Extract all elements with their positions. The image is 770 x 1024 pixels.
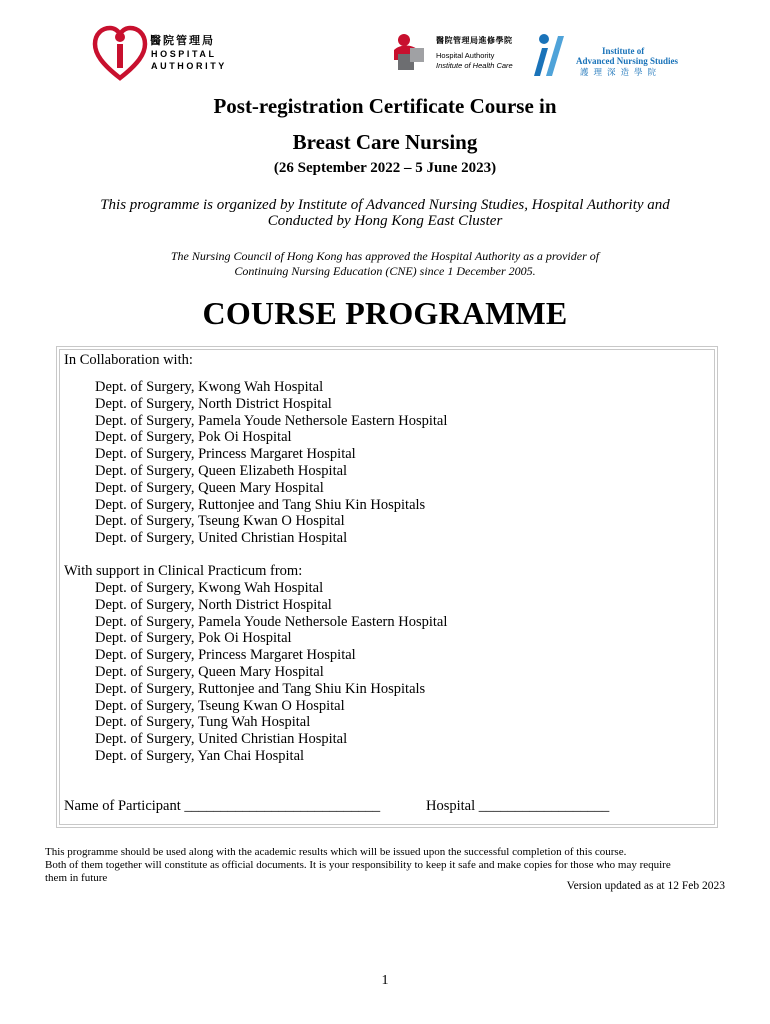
course-dates: (26 September 2022 – 5 June 2023) xyxy=(273,160,497,176)
practicum-item: Dept. of Surgery, Tseung Kwan O Hospital xyxy=(95,698,345,714)
ha-logo-chinese: 醫院管理局 xyxy=(150,34,215,47)
collaboration-item: Dept. of Surgery, Kwong Wah Hospital xyxy=(95,379,324,395)
ihc-logo-english-2: Institute of Health Care xyxy=(436,61,513,70)
ians-logo xyxy=(532,32,682,80)
version-note: Version updated as at 12 Feb 2023 xyxy=(566,880,725,892)
collaboration-label: In Collaboration with: xyxy=(64,352,193,368)
ihc-logo-chinese: 醫院管理局進修學院 xyxy=(436,36,513,45)
collaboration-item: Dept. of Surgery, Pok Oi Hospital xyxy=(95,429,292,445)
ians-logo-english-2: Advanced Nursing Studies xyxy=(576,56,679,66)
page-number: 1 xyxy=(381,973,389,988)
hospital-field[interactable]: Hospital __________________ xyxy=(426,798,610,814)
practicum-item: Dept. of Surgery, Ruttonjee and Tang Shiu Kin Hospitals xyxy=(95,681,426,697)
council-note-line-1: The Nursing Council of Hong Kong has approved the Hospital Authority as a provider of xyxy=(170,249,600,263)
collaboration-item: Dept. of Surgery, Ruttonjee and Tang Shiu Kin Hospitals xyxy=(95,497,426,513)
ha-logo-english-1: HOSPITAL xyxy=(151,49,217,59)
practicum-item: Dept. of Surgery, Queen Mary Hospital xyxy=(95,664,324,680)
practicum-item: Dept. of Surgery, Kwong Wah Hospital xyxy=(95,580,324,596)
practicum-item: Dept. of Surgery, Yan Chai Hospital xyxy=(95,748,305,764)
collaboration-item: Dept. of Surgery, Pamela Youde Nethersole Eastern Hospital xyxy=(95,413,448,429)
participant-name-field[interactable]: Name of Participant ___________________________ xyxy=(64,798,381,814)
practicum-item: Dept. of Surgery, Tung Wah Hospital xyxy=(95,714,311,730)
organizer-line-1: This programme is organized by Institute of Advanced Nursing Studies, Hospital Authority and xyxy=(100,197,670,213)
ihc-emblem-icon xyxy=(390,30,434,74)
collaboration-item: Dept. of Surgery, North District Hospital xyxy=(95,396,332,412)
ians-logo-chinese: 護理深造學院 xyxy=(580,68,662,78)
practicum-label: With support in Clinical Practicum from: xyxy=(64,563,303,579)
practicum-item: Dept. of Surgery, Pamela Youde Nethersole Eastern Hospital xyxy=(95,614,448,630)
course-title-line-1: Post-registration Certificate Course in xyxy=(213,94,557,118)
collaboration-item: Dept. of Surgery, United Christian Hospital xyxy=(95,530,348,546)
course-title-line-2: Breast Care Nursing xyxy=(292,130,478,154)
practicum-item: Dept. of Surgery, Princess Margaret Hospital xyxy=(95,647,356,663)
practicum-item: Dept. of Surgery, North District Hospital xyxy=(95,597,332,613)
footer-note-line-3: them in future xyxy=(45,872,108,884)
footer-note-line-2: Both of them together will constitute as official documents. It is your responsibility to keep it safe and make copies for those who may require xyxy=(45,859,671,871)
page-heading: COURSE PROGRAMME xyxy=(202,295,568,331)
footer-note-line-1: This programme should be used along with the academic results which will be issued upon the successful completion of this course. xyxy=(45,846,627,858)
programme-box xyxy=(56,346,718,828)
practicum-item: Dept. of Surgery, Pok Oi Hospital xyxy=(95,630,292,646)
council-note-line-2: Continuing Nursing Education (CNE) since 1 December 2005. xyxy=(234,264,536,278)
organizer-line-2: Conducted by Hong Kong East Cluster xyxy=(267,213,503,229)
ians-logo-english-1: Institute of xyxy=(602,46,645,56)
practicum-item: Dept. of Surgery, United Christian Hospital xyxy=(95,731,348,747)
collaboration-item: Dept. of Surgery, Queen Mary Hospital xyxy=(95,480,324,496)
hospital-authority-logo xyxy=(92,24,232,82)
institute-health-care-logo xyxy=(390,30,530,74)
ha-logo-english-2: AUTHORITY xyxy=(151,61,227,71)
collaboration-item: Dept. of Surgery, Princess Margaret Hospital xyxy=(95,446,356,462)
hospital-authority-emblem-icon xyxy=(92,24,148,82)
collaboration-item: Dept. of Surgery, Tseung Kwan O Hospital xyxy=(95,513,345,529)
ians-emblem-icon xyxy=(532,32,576,80)
collaboration-item: Dept. of Surgery, Queen Elizabeth Hospital xyxy=(95,463,348,479)
ihc-logo-english-1: Hospital Authority xyxy=(436,51,495,60)
